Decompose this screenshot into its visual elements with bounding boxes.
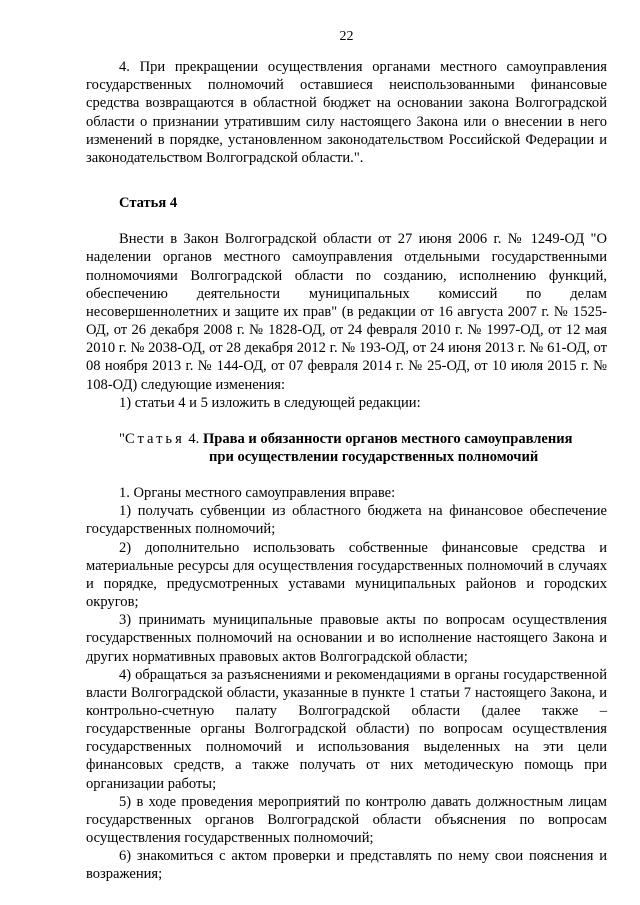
paragraph-intro-4: 4. При прекращении осуществления органами местного самоуправления государственных полномочий оставшиеся неиспользованными финансовые средства возвращаются в областной бюджет на основании закона Волгоградской области о признании утратившим силу настоящего Закона или о внесении в него изменений в порядке, установленном законодательством Российской Федерации и законодательством Волгоградской области.".: [86, 59, 607, 166]
heading-title-part-1: Права и обязанности органов местного самоуправления: [202, 430, 573, 447]
page-number: 22: [339, 29, 354, 44]
heading-title-part-2: при осуществлении государственных полномочий: [209, 448, 539, 465]
paragraph-amendment: Внести в Закон Волгоградской области от 27 июня 2006 г. № 1249-ОД "О наделении органов местного самоуправления отдельными государственными полномочиями Волгоградской области по созданию, исполнению функций, обеспечению деятельности муниципальных комиссий по делам несовершеннолетних и защите их прав" (в редакции от 16 августа 2007 г. № 1525-ОД, от 26 декабря 2008 г. № 1828-ОД, от 24 февраля 2010 г. № 1997-ОД, от 12 мая 2010 г. № 2038-ОД, от 28 декабря 2012 г. № 193-ОД, от 24 июня 2013 г. № 61-ОД, от 08 ноября 2013 г. № 144-ОД, от 07 февраля 2014 г. № 25-ОД, от 10 июля 2015 г. № 108-ОД) следующие изменения:: [86, 231, 607, 393]
paragraph-right-1: 1) получать субвенции из областного бюджета на финансовое обеспечение государственных полномочий;: [86, 503, 607, 538]
paragraph-right-6: 6) знакомиться с актом проверки и представлять по нему свои пояснения и возражения;: [86, 848, 607, 883]
paragraph-right-4: 4) обращаться за разъяснениями и рекомендациями в органы государственной власти Волгоградской области, указанные в пункте 1 статьи 7 настоящего Закона, и контрольно-счетную палату Волгоградской области (далее также – государственные органы Волгоградской области) по вопросам осуществления государственных полномочий и использования выделенных на эти цели финансовых средств, а также получать от них методическую помощь при организации работы;: [86, 666, 607, 792]
heading-open-quote: ": [119, 430, 125, 447]
heading-article-word: Статья: [124, 430, 185, 447]
article-4-title: Статья 4: [119, 195, 178, 212]
paragraph-right-3: 3) принимать муниципальные правовые акты по вопросам осуществления государственных полномочий на основании и во исполнение настоящего Закона и других нормативных правовых актов Волгоградской области;: [86, 612, 607, 665]
paragraph-right-5: 5) в ходе проведения мероприятий по контролю давать должностным лицам государственных органов Волгоградской области объяснения по вопросам осуществления государственных полномочий;: [86, 793, 607, 847]
amended-article-heading: [86, 430, 607, 466]
paragraph-rights-intro: 1. Органы местного самоуправления вправе:: [119, 485, 396, 502]
amended-article-heading-line-1: [86, 430, 607, 448]
paragraph-item-1: 1) статьи 4 и 5 изложить в следующей редакции:: [119, 394, 421, 411]
paragraph-right-2: 2) дополнительно использовать собственные финансовые средства и материальные ресурсы для осуществления государственных полномочий в случаях и порядке, предусмотренных уставами муниципальных районов и городских округов;: [86, 539, 607, 611]
heading-article-number: 4.: [188, 430, 200, 447]
